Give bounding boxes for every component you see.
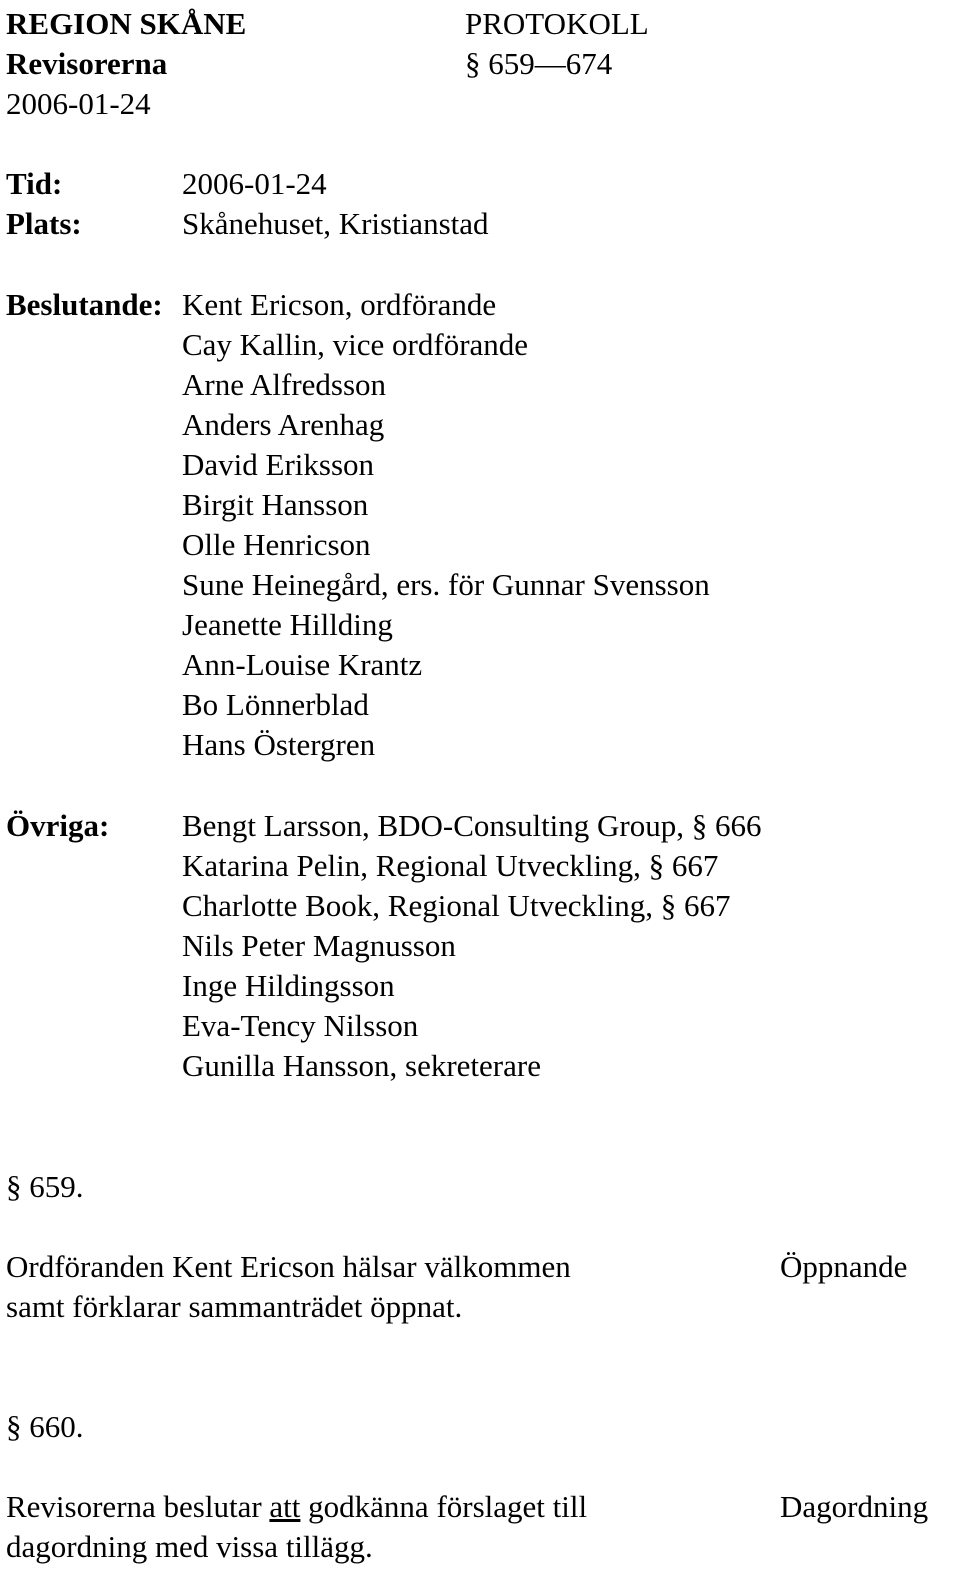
list-item: Arne Alfredsson [182,367,387,402]
list-item: Inge Hildingsson [182,968,395,1003]
list-item: Sune Heinegård, ers. för Gunnar Svensson [182,567,710,602]
text-fragment: godkänna förslaget till [300,1489,588,1524]
list-item: Eva-Tency Nilsson [182,1008,419,1043]
place-value: Skånehuset, Kristianstad [182,206,489,241]
organization-name: REGION SKÅNE [6,6,247,41]
text-fragment: Revisorerna beslutar [6,1489,270,1524]
body-name: Revisorerna [6,46,168,81]
section-number: § 660. [6,1409,84,1444]
section-text-line [6,1487,587,1527]
list-item: Bo Lönnerblad [182,687,369,722]
list-item: Charlotte Book, Regional Utveckling, § 667 [182,888,731,923]
list-item: Hans Östergren [182,727,376,762]
list-item: Katarina Pelin, Regional Utveckling, § 667 [182,848,719,883]
document-type: PROTOKOLL [465,6,649,41]
section-text-line: dagordning med vissa tillägg. [6,1529,373,1564]
time-value: 2006-01-24 [182,166,327,201]
decision-makers-label: Beslutande: [6,287,163,322]
section-margin-title: Dagordning [780,1489,929,1524]
place-label: Plats: [6,206,82,241]
list-item: Anders Arenhag [182,407,385,442]
list-item: Bengt Larsson, BDO-Consulting Group, § 666 [182,808,762,843]
list-item: Ann-Louise Krantz [182,647,423,682]
section-text-line: Ordföranden Kent Ericson hälsar välkommen [6,1249,571,1284]
others-label: Övriga: [6,808,110,843]
section-margin-title: Öppnande [780,1249,908,1284]
list-item: David Eriksson [182,447,375,482]
time-label: Tid: [6,166,63,201]
list-item: Olle Henricson [182,527,371,562]
list-item: Birgit Hansson [182,487,369,522]
list-item: Nils Peter Magnusson [182,928,456,963]
document-date: 2006-01-24 [6,86,151,121]
underlined-att: att [269,1489,301,1524]
section-text-line: samt förklarar sammanträdet öppnat. [6,1289,463,1324]
section-number: § 659. [6,1169,84,1204]
list-item: Gunilla Hansson, sekreterare [182,1048,541,1083]
list-item: Cay Kallin, vice ordförande [182,327,529,362]
paragraph-range: § 659—674 [465,46,613,81]
list-item: Jeanette Hillding [182,607,393,642]
list-item: Kent Ericson, ordförande [182,287,497,322]
